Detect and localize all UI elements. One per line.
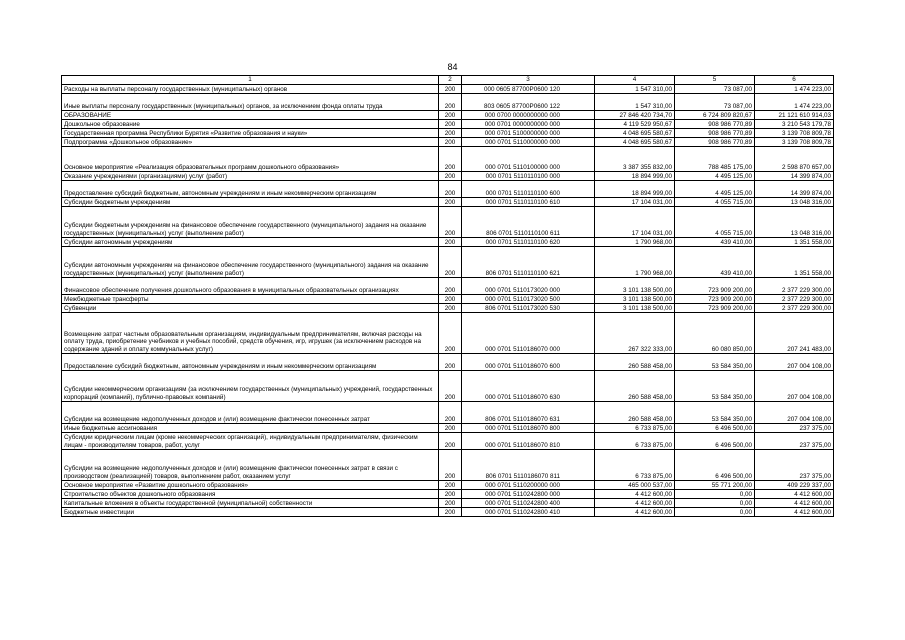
line-code-cell: 200 <box>439 499 462 508</box>
table-row <box>62 247 834 278</box>
table-row <box>62 450 834 481</box>
executed-amount-cell: 908 986 770,89 <box>675 120 755 129</box>
approved-amount-cell: 6 733 875,00 <box>595 433 675 450</box>
remaining-amount-cell: 207 241 483,00 <box>755 313 834 354</box>
approved-amount-cell: 260 588 458,00 <box>595 402 675 424</box>
budget-code-cell: 000 0701 5110186070 810 <box>462 433 595 450</box>
remaining-amount-cell: 2 598 870 657,00 <box>755 147 834 172</box>
line-code-cell: 200 <box>439 111 462 120</box>
item-name-cell: Предоставление субсидий бюджетным, автономным учреждениям и иным некоммерческим организациям <box>62 354 439 371</box>
column-header: 4 <box>595 76 675 85</box>
line-code-cell: 200 <box>439 278 462 295</box>
line-code-cell: 200 <box>439 371 462 402</box>
remaining-amount-cell: 409 229 337,00 <box>755 481 834 490</box>
approved-amount-cell: 4 119 529 950,67 <box>595 120 675 129</box>
line-code-cell: 200 <box>439 247 462 278</box>
line-code-cell: 200 <box>439 138 462 147</box>
remaining-amount-cell: 1 474 223,00 <box>755 94 834 111</box>
line-code-cell: 200 <box>439 402 462 424</box>
item-name-cell: Иные выплаты персоналу государственных (муниципальных) органов, за исключением фонда оплаты труда <box>62 94 439 111</box>
executed-amount-cell: 4 055 715,00 <box>675 207 755 238</box>
table-row <box>62 278 834 295</box>
executed-amount-cell: 908 986 770,89 <box>675 129 755 138</box>
executed-amount-cell: 60 080 850,00 <box>675 313 755 354</box>
executed-amount-cell: 53 584 350,00 <box>675 402 755 424</box>
budget-code-cell: 000 0701 5110200000 000 <box>462 481 595 490</box>
item-name-cell: Государственная программа Республики Бурятия «Развитие образования и науки» <box>62 129 439 138</box>
line-code-cell: 200 <box>439 94 462 111</box>
remaining-amount-cell: 14 399 874,00 <box>755 181 834 198</box>
budget-code-cell: 806 0701 5110110100 611 <box>462 207 595 238</box>
item-name-cell: Расходы на выплаты персоналу государственных (муниципальных) органов <box>62 85 439 94</box>
approved-amount-cell: 1 790 968,00 <box>595 247 675 278</box>
approved-amount-cell: 260 588 458,00 <box>595 354 675 371</box>
remaining-amount-cell: 237 375,00 <box>755 450 834 481</box>
approved-amount-cell: 1 547 310,00 <box>595 85 675 94</box>
line-code-cell: 200 <box>439 433 462 450</box>
table-row <box>62 94 834 111</box>
remaining-amount-cell: 4 412 600,00 <box>755 499 834 508</box>
column-header: 2 <box>439 76 462 85</box>
budget-code-cell: 000 0701 5110110100 600 <box>462 181 595 198</box>
item-name-cell: Оказание учреждениями (организациями) услуг (работ) <box>62 172 439 181</box>
remaining-amount-cell: 207 004 108,00 <box>755 402 834 424</box>
line-code-cell: 200 <box>439 172 462 181</box>
table-row <box>62 138 834 147</box>
approved-amount-cell: 1 547 310,00 <box>595 94 675 111</box>
item-name-cell: Субсидии на возмещение недополученных доходов и (или) возмещение фактически понесенных затрат <box>62 402 439 424</box>
item-name-cell: Субсидии бюджетным учреждениям <box>62 198 439 207</box>
remaining-amount-cell: 21 121 610 914,03 <box>755 111 834 120</box>
approved-amount-cell: 17 104 031,00 <box>595 198 675 207</box>
item-name-cell: Строительство объектов дошкольного образования <box>62 490 439 499</box>
executed-amount-cell: 723 909 200,00 <box>675 304 755 313</box>
remaining-amount-cell: 3 210 543 179,78 <box>755 120 834 129</box>
remaining-amount-cell: 4 412 600,00 <box>755 508 834 517</box>
line-code-cell: 200 <box>439 181 462 198</box>
column-header: 1 <box>62 76 439 85</box>
remaining-amount-cell: 2 377 229 300,00 <box>755 295 834 304</box>
line-code-cell: 200 <box>439 424 462 433</box>
table-row <box>62 371 834 402</box>
item-name-cell: Субсидии автономным учреждениям на финансовое обеспечение государственного (муниципального) задания на оказание государственных (муниципальных) услуг (выполнение работ) <box>62 247 439 278</box>
item-name-cell: Возмещение затрат частным образовательным организациям, индивидуальным предпринимателям, включая расходы на оплату труда, приобретение учебников и учебных пособий, средств обучения, игр, игрушек (за исключением расходов на содержание зданий и оплату коммунальных услуг) <box>62 313 439 354</box>
approved-amount-cell: 465 000 537,00 <box>595 481 675 490</box>
remaining-amount-cell: 1 474 223,00 <box>755 85 834 94</box>
table-row <box>62 313 834 354</box>
table-row <box>62 111 834 120</box>
executed-amount-cell: 788 485 175,00 <box>675 147 755 172</box>
item-name-cell: Бюджетные инвестиции <box>62 508 439 517</box>
remaining-amount-cell: 3 139 708 809,78 <box>755 129 834 138</box>
budget-code-cell: 000 0701 5110110100 610 <box>462 198 595 207</box>
line-code-cell: 200 <box>439 354 462 371</box>
executed-amount-cell: 73 087,00 <box>675 94 755 111</box>
budget-code-cell: 806 0701 5110110100 621 <box>462 247 595 278</box>
budget-code-cell: 000 0701 5110186070 800 <box>462 424 595 433</box>
budget-code-cell: 000 0605 87700P0600 120 <box>462 85 595 94</box>
table-row <box>62 508 834 517</box>
remaining-amount-cell: 1 351 558,00 <box>755 247 834 278</box>
budget-code-cell: 000 0701 5110173020 500 <box>462 295 595 304</box>
executed-amount-cell: 0,00 <box>675 490 755 499</box>
line-code-cell: 200 <box>439 147 462 172</box>
table-row <box>62 120 834 129</box>
column-header: 5 <box>675 76 755 85</box>
line-code-cell: 200 <box>439 85 462 94</box>
budget-code-cell: 806 0701 5110173020 530 <box>462 304 595 313</box>
line-code-cell: 200 <box>439 508 462 517</box>
line-code-cell: 200 <box>439 313 462 354</box>
line-code-cell: 200 <box>439 304 462 313</box>
table-row <box>62 424 834 433</box>
budget-table <box>61 75 834 517</box>
table-row <box>62 402 834 424</box>
item-name-cell: Подпрограмма «Дошкольное образование» <box>62 138 439 147</box>
remaining-amount-cell: 207 004 108,00 <box>755 354 834 371</box>
line-code-cell: 200 <box>439 238 462 247</box>
approved-amount-cell: 27 846 420 734,70 <box>595 111 675 120</box>
budget-code-cell: 000 0701 5110242800 000 <box>462 490 595 499</box>
table-row <box>62 295 834 304</box>
table-row <box>62 207 834 238</box>
line-code-cell: 200 <box>439 198 462 207</box>
remaining-amount-cell: 13 048 316,00 <box>755 198 834 207</box>
remaining-amount-cell: 13 048 316,00 <box>755 207 834 238</box>
executed-amount-cell: 0,00 <box>675 508 755 517</box>
remaining-amount-cell: 14 399 874,00 <box>755 172 834 181</box>
item-name-cell: Межбюджетные трансферты <box>62 295 439 304</box>
approved-amount-cell: 17 104 031,00 <box>595 207 675 238</box>
remaining-amount-cell: 207 004 108,00 <box>755 371 834 402</box>
column-header: 3 <box>462 76 595 85</box>
approved-amount-cell: 4 412 600,00 <box>595 490 675 499</box>
item-name-cell: Предоставление субсидий бюджетным, автономным учреждениям и иным некоммерческим организациям <box>62 181 439 198</box>
executed-amount-cell: 908 986 770,89 <box>675 138 755 147</box>
budget-code-cell: 806 0701 5110186070 811 <box>462 450 595 481</box>
executed-amount-cell: 439 410,00 <box>675 247 755 278</box>
remaining-amount-cell: 3 139 708 809,78 <box>755 138 834 147</box>
line-code-cell: 200 <box>439 295 462 304</box>
table-row <box>62 129 834 138</box>
budget-code-cell: 000 0701 5110186070 630 <box>462 371 595 402</box>
executed-amount-cell: 4 495 125,00 <box>675 172 755 181</box>
executed-amount-cell: 73 087,00 <box>675 85 755 94</box>
budget-code-cell: 000 0701 5110186070 600 <box>462 354 595 371</box>
table-row <box>62 147 834 172</box>
approved-amount-cell: 3 101 138 500,00 <box>595 278 675 295</box>
budget-code-cell: 806 0701 5110186070 631 <box>462 402 595 424</box>
approved-amount-cell: 267 322 333,00 <box>595 313 675 354</box>
executed-amount-cell: 4 055 715,00 <box>675 198 755 207</box>
approved-amount-cell: 1 790 968,00 <box>595 238 675 247</box>
item-name-cell: Основное мероприятие «Развитие дошкольного образования» <box>62 481 439 490</box>
table-row <box>62 85 834 94</box>
item-name-cell: Субсидии бюджетным учреждениям на финансовое обеспечение государственного (муниципального) задания на оказание государственных (муниципальных) услуг (выполнение работ) <box>62 207 439 238</box>
item-name-cell: Дошкольное образование <box>62 120 439 129</box>
line-code-cell: 200 <box>439 490 462 499</box>
item-name-cell: Основное мероприятие «Реализация образовательных программ дошкольного образования» <box>62 147 439 172</box>
executed-amount-cell: 4 495 125,00 <box>675 181 755 198</box>
table-row <box>62 172 834 181</box>
approved-amount-cell: 4 412 600,00 <box>595 499 675 508</box>
remaining-amount-cell: 1 351 558,00 <box>755 238 834 247</box>
approved-amount-cell: 18 894 999,00 <box>595 181 675 198</box>
approved-amount-cell: 4 048 695 580,67 <box>595 129 675 138</box>
remaining-amount-cell: 4 412 600,00 <box>755 490 834 499</box>
executed-amount-cell: 6 724 809 820,67 <box>675 111 755 120</box>
column-header: 6 <box>755 76 834 85</box>
line-code-cell: 200 <box>439 207 462 238</box>
executed-amount-cell: 723 909 200,00 <box>675 295 755 304</box>
table-row <box>62 198 834 207</box>
remaining-amount-cell: 2 377 229 300,00 <box>755 304 834 313</box>
table-row <box>62 354 834 371</box>
budget-code-cell: 000 0701 5110173020 000 <box>462 278 595 295</box>
table-row <box>62 499 834 508</box>
table-row <box>62 433 834 450</box>
page-number: 84 <box>447 62 458 72</box>
item-name-cell: Капитальные вложения в объекты государственной (муниципальной) собственности <box>62 499 439 508</box>
budget-code-cell: 000 0701 5110186070 000 <box>462 313 595 354</box>
executed-amount-cell: 439 410,00 <box>675 238 755 247</box>
item-name-cell: Субсидии на возмещение недополученных доходов и (или) возмещение фактически понесенных затрат в связи с производством (реализацией) товаров, выполнением работ, оказанием услуг <box>62 450 439 481</box>
table-row <box>62 181 834 198</box>
budget-code-cell: 000 0701 5110100000 000 <box>462 147 595 172</box>
executed-amount-cell: 53 584 350,00 <box>675 371 755 402</box>
item-name-cell: Субсидии некоммерческим организациям (за исключением государственных (муниципальных) учреждений, государственных корпораций (компаний), публично-правовых компаний) <box>62 371 439 402</box>
item-name-cell: Финансовое обеспечение получения дошкольного образования в муниципальных образовательных организациях <box>62 278 439 295</box>
approved-amount-cell: 260 588 458,00 <box>595 371 675 402</box>
executed-amount-cell: 53 584 350,00 <box>675 354 755 371</box>
executed-amount-cell: 6 496 500,00 <box>675 424 755 433</box>
approved-amount-cell: 18 894 999,00 <box>595 172 675 181</box>
item-name-cell: Субсидии автономным учреждениям <box>62 238 439 247</box>
item-name-cell: Иные бюджетные ассигнования <box>62 424 439 433</box>
approved-amount-cell: 4 048 695 580,67 <box>595 138 675 147</box>
table-row <box>62 304 834 313</box>
budget-code-cell: 803 0605 87700P0600 122 <box>462 94 595 111</box>
budget-code-cell: 000 0701 5110242800 410 <box>462 508 595 517</box>
remaining-amount-cell: 2 377 229 300,00 <box>755 278 834 295</box>
budget-code-cell: 000 0701 5100000000 000 <box>462 129 595 138</box>
budget-code-cell: 000 0701 5110110100 000 <box>462 172 595 181</box>
line-code-cell: 200 <box>439 120 462 129</box>
budget-code-cell: 000 0700 0000000000 000 <box>462 111 595 120</box>
item-name-cell: ОБРАЗОВАНИЕ <box>62 111 439 120</box>
approved-amount-cell: 6 733 875,00 <box>595 450 675 481</box>
table-row <box>62 481 834 490</box>
approved-amount-cell: 4 412 600,00 <box>595 508 675 517</box>
approved-amount-cell: 3 101 138 500,00 <box>595 304 675 313</box>
line-code-cell: 200 <box>439 129 462 138</box>
item-name-cell: Субвенции <box>62 304 439 313</box>
executed-amount-cell: 723 909 200,00 <box>675 278 755 295</box>
item-name-cell: Субсидии юридическим лицам (кроме некоммерческих организаций), индивидуальным предпринимателям, физическим лицам - производителям товаров, работ, услуг <box>62 433 439 450</box>
executed-amount-cell: 55 771 200,00 <box>675 481 755 490</box>
executed-amount-cell: 6 496 500,00 <box>675 450 755 481</box>
executed-amount-cell: 6 496 500,00 <box>675 433 755 450</box>
table-header-row <box>62 76 834 85</box>
approved-amount-cell: 6 733 875,00 <box>595 424 675 433</box>
executed-amount-cell: 0,00 <box>675 499 755 508</box>
budget-code-cell: 000 0701 0000000000 000 <box>462 120 595 129</box>
approved-amount-cell: 3 387 355 832,00 <box>595 147 675 172</box>
line-code-cell: 200 <box>439 450 462 481</box>
table-row <box>62 238 834 247</box>
budget-code-cell: 000 0701 5110110100 620 <box>462 238 595 247</box>
table-row <box>62 490 834 499</box>
budget-code-cell: 000 0701 5110000000 000 <box>462 138 595 147</box>
line-code-cell: 200 <box>439 481 462 490</box>
remaining-amount-cell: 237 375,00 <box>755 424 834 433</box>
remaining-amount-cell: 237 375,00 <box>755 433 834 450</box>
budget-code-cell: 000 0701 5110242800 400 <box>462 499 595 508</box>
approved-amount-cell: 3 101 138 500,00 <box>595 295 675 304</box>
